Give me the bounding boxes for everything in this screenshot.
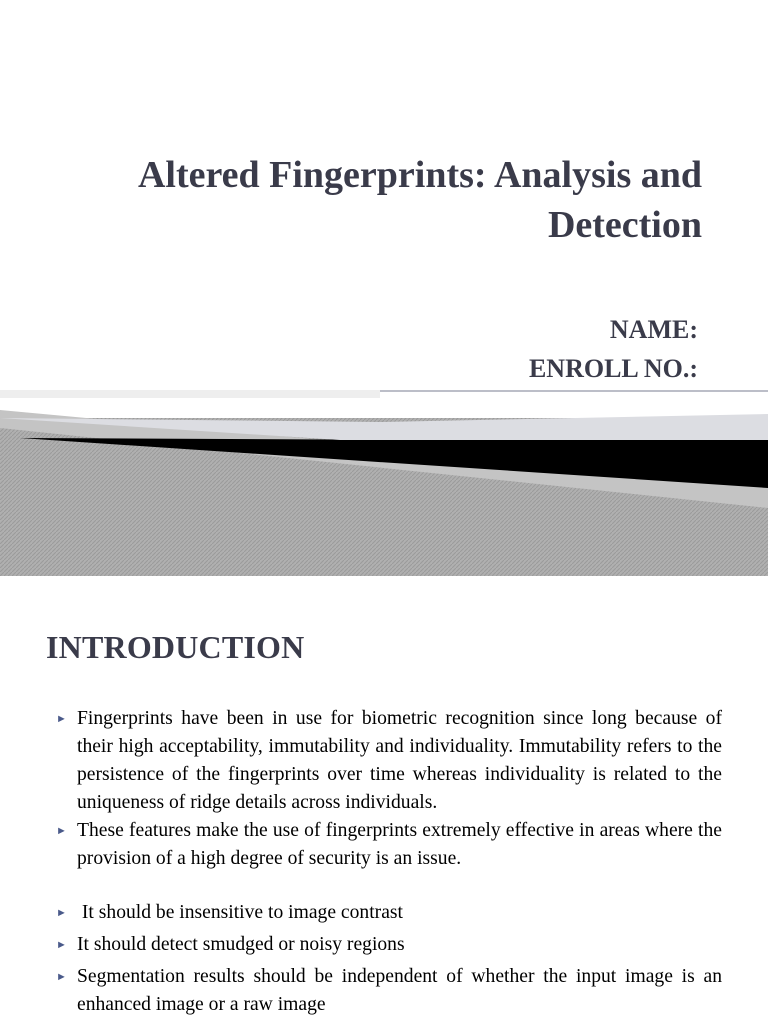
bullet-arrow-icon: ► <box>56 907 67 919</box>
bullet-text: It should be insensitive to image contrast <box>77 902 403 923</box>
name-label: NAME: <box>609 315 698 344</box>
bullet-text: Fingerprints have been in use for biometric recognition since long because of their high acceptability, immutability and individuality. Immutability refers to the persistence of the fingerprints over time whereas individuality is related to the uniqueness of ridge details across individuals. <box>77 708 722 813</box>
bullet-text: Segmentation results should be independent of whether the input image is an enhanced image or a raw image <box>77 966 722 1015</box>
introduction-slide <box>0 576 768 1024</box>
list-item <box>56 931 722 959</box>
bullet-list <box>56 705 722 1019</box>
decorative-band <box>0 380 768 576</box>
bullet-arrow-icon: ► <box>56 713 67 725</box>
bullet-arrow-icon: ► <box>56 939 67 951</box>
slide-title: Altered Fingerprints: Analysis and Detection <box>137 154 702 246</box>
bullet-text: It should detect smudged or noisy regions <box>77 934 405 955</box>
list-item <box>56 963 722 1019</box>
list-item <box>56 705 722 817</box>
bullet-text: These features make the use of fingerprints extremely effective in areas where the provision of a high degree of security is an issue. <box>77 820 722 869</box>
intro-heading: INTRODUCTION <box>46 629 305 665</box>
enroll-label: ENROLL NO.: <box>528 354 698 383</box>
list-item <box>56 817 722 873</box>
bullet-arrow-icon: ► <box>56 825 67 837</box>
slide-subtitle <box>278 310 698 388</box>
bullet-arrow-icon: ► <box>56 971 67 983</box>
list-item <box>56 899 722 927</box>
